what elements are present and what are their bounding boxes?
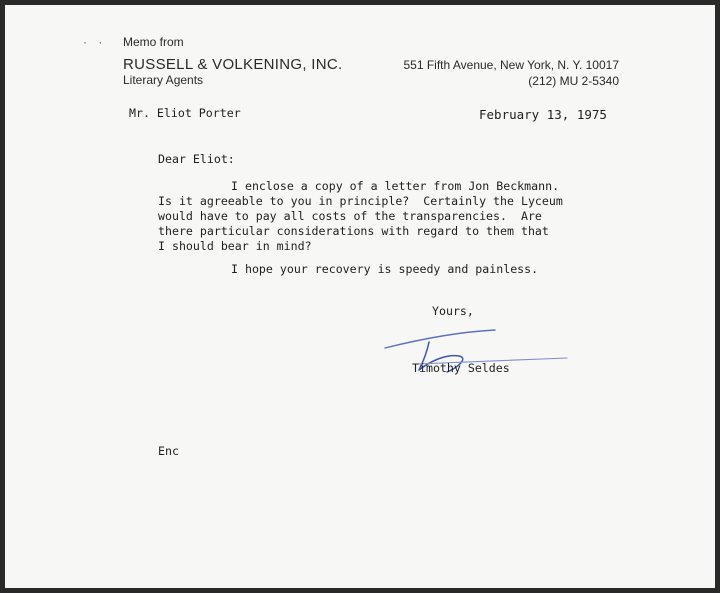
body-line-4: there particular considerations with regard to them that <box>158 224 549 238</box>
body-line-1: I enclose a copy of a letter from Jon Beckmann. <box>231 179 560 193</box>
firm-phone: (212) MU 2-5340 <box>528 74 619 88</box>
memo-from-label: Memo from <box>123 35 184 49</box>
letter-page <box>5 5 715 588</box>
body-line-2: Is it agreeable to you in principle? Certainly the Lyceum <box>158 194 563 208</box>
body-line-3: would have to pay all costs of the transparencies. Are <box>158 209 542 223</box>
closing: Yours, <box>432 304 474 318</box>
firm-address: 551 Fifth Avenue, New York, N. Y. 10017 <box>403 58 619 72</box>
handwritten-signature <box>377 320 577 385</box>
body-line-5: I should bear in mind? <box>158 239 312 253</box>
enclosure-note: Enc <box>158 444 179 458</box>
recipient-name: Mr. Eliot Porter <box>129 106 241 120</box>
letter-date: February 13, 1975 <box>479 107 607 122</box>
signer-name: Timothy Seldes <box>412 361 510 375</box>
firm-name: RUSSELL & VOLKENING, INC. <box>123 56 343 73</box>
body-paragraph-2: I hope your recovery is speedy and painless. <box>231 262 539 276</box>
salutation: Dear Eliot: <box>158 152 235 166</box>
firm-subtitle: Literary Agents <box>123 73 204 87</box>
decorative-dots: · · <box>83 35 107 49</box>
